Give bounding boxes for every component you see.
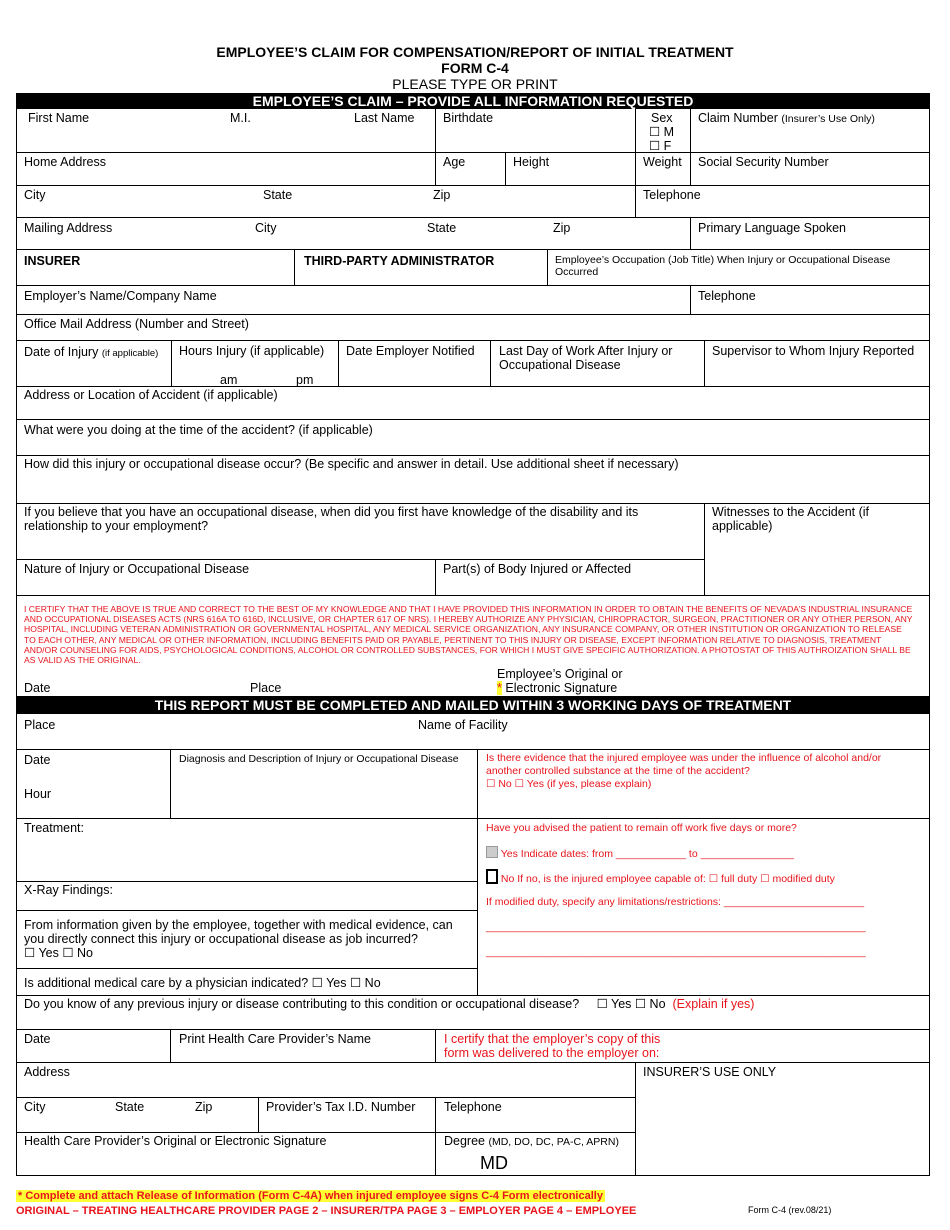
off-work-no-option[interactable]: No If no, is the injured employee capable of: ☐ full duty ☐ modified duty [486,869,835,886]
provider-zip-label: Zip [195,1100,213,1114]
insurer-label: INSURER [24,254,81,268]
am-label: am [220,373,238,387]
occupation-label: Employee’s Occupation (Job Title) When Injury or Occupational Disease Occurred [555,254,891,278]
treatment-hour-label: Hour [24,787,52,801]
zip-label: Zip [433,188,451,202]
mailing-zip-label: Zip [553,221,571,235]
age-label: Age [443,155,466,169]
signature-date-label: Date [24,681,51,695]
previous-injury-checkboxes[interactable]: ☐ Yes ☐ No [596,997,666,1011]
date-employer-notified-label: Date Employer Notified [346,344,475,358]
restrictions-line-2: _________________________________________________________________ [486,946,866,958]
degree-label: Degree (MD, DO, DC, PA-C, APRN) [444,1134,619,1148]
date-of-injury-label: Date of Injury (if applicable) [24,345,159,359]
last-name-label: Last Name [354,111,415,125]
pm-label: pm [296,373,314,387]
modified-duty-label: If modified duty, specify any limitations/restrictions: ________________________ [486,896,865,908]
mailing-state-label: State [427,221,457,235]
provider-city-label: City [24,1100,46,1114]
signature-label-line1: Employee’s Original or [497,667,623,681]
influence-question: Is there evidence that the injured employee was under the influence of alcohol and/or another controlled substance at the time of the accident? [486,752,882,777]
job-connection-checkboxes[interactable]: ☐ Yes ☐ No [24,946,93,960]
telephone-label: Telephone [643,188,701,202]
tpa-label: THIRD-PARTY ADMINISTRATOR [304,254,495,268]
what-doing-label: What were you doing at the time of the accident? (if applicable) [24,423,373,437]
form-instruction: PLEASE TYPE OR PRINT [392,76,558,92]
restrictions-line-1: _________________________________________________________________ [486,921,866,933]
middle-initial-label: M.I. [230,111,251,125]
form-title: EMPLOYEE’S CLAIM FOR COMPENSATION/REPORT OF INITIAL TREATMENT [216,44,734,60]
provider-telephone-label: Telephone [444,1100,502,1114]
additional-care-question[interactable]: Is additional medical care by a physician indicated? ☐ Yes ☐ No [24,976,381,990]
provider-name-label: Print Health Care Provider’s Name [179,1032,371,1046]
body-parts-label: Part(s) of Body Injured or Affected [443,562,632,576]
treatment-report-banner: THIS REPORT MUST BE COMPLETED AND MAILED WITHIN 3 WORKING DAYS OF TREATMENT [16,696,930,714]
provider-signature-label: Health Care Provider’s Original or Electronic Signature [24,1134,327,1148]
state-label: State [263,188,293,202]
mailing-address-label: Mailing Address [24,221,113,235]
certification-statement: I CERTIFY THAT THE ABOVE IS TRUE AND CORRECT TO THE BEST OF MY KNOWLEDGE AND THAT I HAVE PROVIDED THIS INFORMATION IN ORDER TO OBTAIN THE BENEFITS OF NEVADA’S INDUSTRIAL INSURANCE AND OCCUPATIONAL DISEASES ACTS (NRS 616A TO 616D, INCLUSIVE, OR CHAPTER 617 OF NRS). I HEREBY AUTHORIZE ANY PHYSICIAN, CHIROPRACTOR, SURGEON, PRACTITIONER OR ANY OTHER PERSON, ANY HOSPITAL, INCLUDING VETERAN ADMINISTRATION OR GOVERNMENTAL HOSPITAL, ANY MEDICAL SERVICE ORGANIZATION, ANY INSURANCE COMPANY, OR OTHER INSTITUTION OR ORGANIZATION TO RELEASE TO EACH OTHER, ANY MEDICAL OR OTHER INFORMATION, INCLUDING BENEFITS PAID OR PAYABLE, PERTINENT TO THIS INJURY OR DISEASE, EXCEPT INFORMATION RELATIVE TO DIAGNOSIS, TREATMENT AND/OR COUNSELING FOR AIDS, PSYCHOLOGICAL CONDITIONS, ALCOHOL OR CONTROLLED SUBSTANCES, FOR WHICH I MUST GIVE SPECIFIC AUTHORIZATION. A PHOTOSTAT OF THIS AUTHROIZATION SHALL BE AS VALID AS THE ORIGINAL. [24,604,913,666]
ssn-label: Social Security Number [698,155,829,169]
provider-date-label: Date [24,1032,51,1046]
off-work-yes-checkbox[interactable] [486,846,498,858]
how-occur-label: How did this injury or occupational disease occur? (Be specific and answer in detail. Use additional sheet if necessary) [24,457,679,471]
birthdate-label: Birthdate [443,111,494,125]
city-label: City [24,188,46,202]
form-revision: Form C-4 (rev.08/21) [748,1205,832,1215]
job-connection-question: From information given by the employee, together with medical evidence, can you directly connect this injury or occupational disease as job incurred? [24,918,453,946]
witnesses-label: Witnesses to the Accident (if applicable) [712,505,870,533]
previous-injury-question: Do you know of any previous injury or disease contributing to this condition or occupational disease? ☐ Yes ☐ No (Explain if yes) [24,997,755,1011]
facility-name-label: Name of Facility [418,718,508,732]
xray-findings-label: X-Ray Findings: [24,883,113,897]
off-work-no-checkbox[interactable] [486,869,498,884]
employer-copy-certification: I certify that the employer’s copy of this form was delivered to the employer on: [444,1032,661,1060]
home-address-label: Home Address [24,155,106,169]
off-work-question: Have you advised the patient to remain off work five days or more? [486,822,797,834]
provider-address-label: Address [24,1065,70,1079]
sex-male-checkbox[interactable]: ☐ M [649,125,675,139]
claim-number-label: Claim Number (Insurer’s Use Only) [698,111,875,125]
first-name-label: First Name [28,111,90,125]
copy-distribution: ORIGINAL – TREATING HEALTHCARE PROVIDER PAGE 2 – INSURER/TPA PAGE 3 – EMPLOYER PAGE 4 – EMPLOYEE [16,1205,637,1217]
hours-injury-label: Hours Injury (if applicable) [179,344,325,358]
nature-of-injury-label: Nature of Injury or Occupational Disease [24,562,250,576]
off-work-yes-option[interactable]: Yes Indicate dates: from ____________ to ________________ [486,846,794,861]
employee-claim-banner: EMPLOYEE’S CLAIM – PROVIDE ALL INFORMATION REQUESTED [16,93,930,109]
treatment-date-label: Date [24,753,51,767]
form-number: FORM C-4 [441,60,509,76]
height-label: Height [513,155,550,169]
accident-location-label: Address or Location of Accident (if applicable) [24,388,278,402]
electronic-signature-note: * Complete and attach Release of Information (Form C-4A) when injured employee signs C-4 Form electronically [18,1190,603,1202]
office-mail-label: Office Mail Address (Number and Street) [24,317,249,331]
degree-value[interactable]: MD [480,1153,508,1173]
mailing-city-label: City [255,221,277,235]
weight-label: Weight [643,155,682,169]
treatment-place-label: Place [24,718,56,732]
employer-telephone-label: Telephone [698,289,756,303]
primary-language-label: Primary Language Spoken [698,221,847,235]
signature-label-line2: * Electronic Signature [497,681,618,695]
supervisor-label: Supervisor to Whom Injury Reported [712,344,915,358]
treatment-label: Treatment: [24,821,84,835]
tax-id-label: Provider’s Tax I.D. Number [266,1100,416,1114]
influence-checkboxes[interactable]: ☐ No ☐ Yes (if yes, please explain) [486,778,652,790]
employer-name-label: Employer’s Name/Company Name [24,289,217,303]
diagnosis-label: Diagnosis and Description of Injury or Occupational Disease [179,753,459,765]
last-day-of-work-label: Last Day of Work After Injury or Occupational Disease [499,344,673,372]
sex-label: Sex [651,111,673,125]
insurers-use-label: INSURER’S USE ONLY [643,1065,777,1079]
provider-state-label: State [115,1100,145,1114]
occupational-knowledge-label: If you believe that you have an occupational disease, when did you first have knowledge of the disability and its relationship to your employment? [24,505,639,533]
sex-female-checkbox[interactable]: ☐ F [649,139,672,153]
signature-place-label: Place [250,681,282,695]
